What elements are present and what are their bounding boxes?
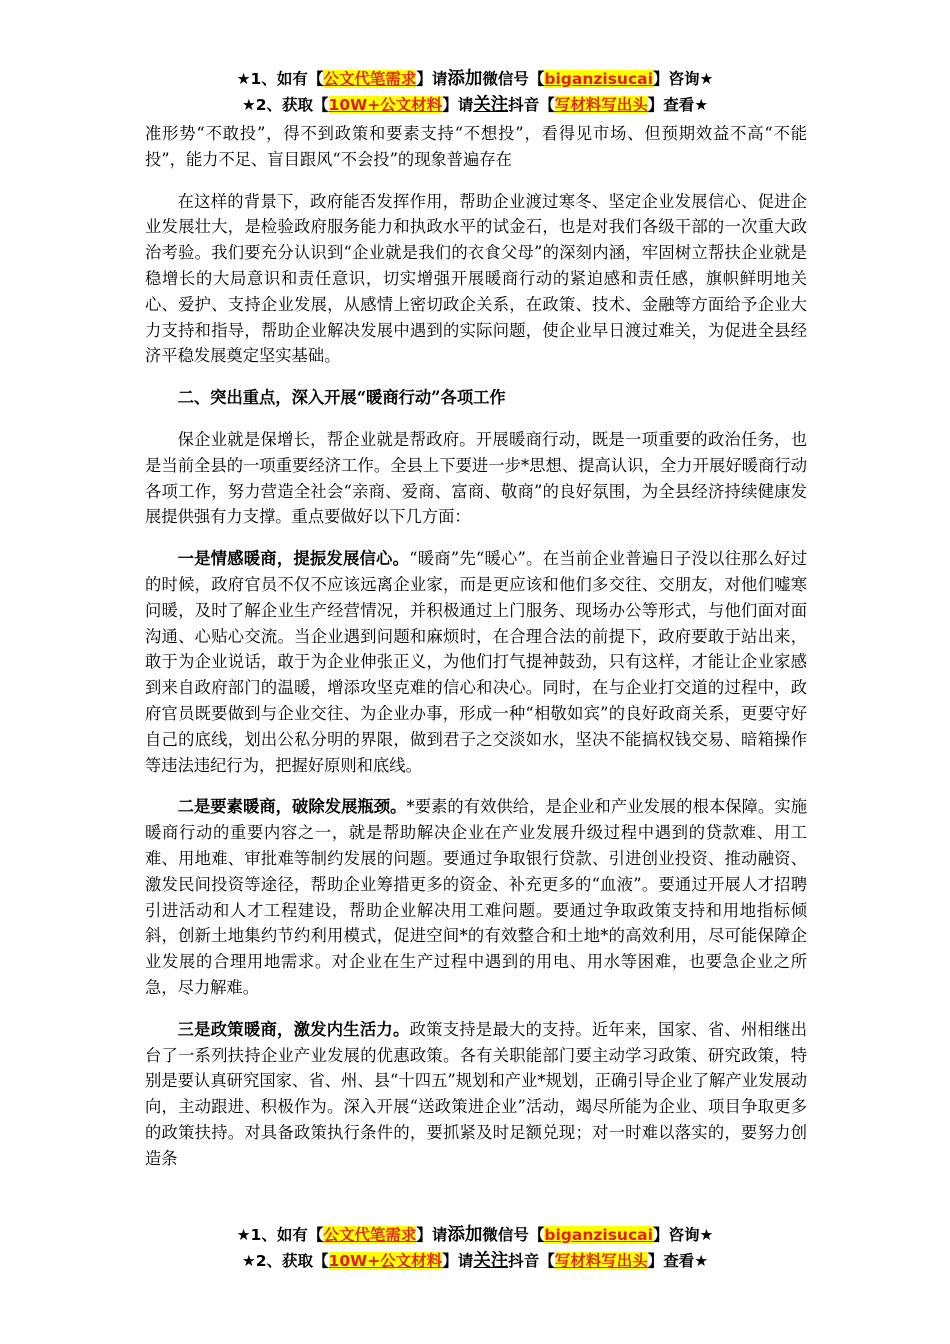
paragraph-lead: 三是政策暖商，激发内生活力。 — [177, 1019, 410, 1039]
ad-text: 】查看★ — [647, 96, 709, 114]
ad-text: 】咨询★ — [652, 70, 714, 88]
section-heading: 二、突出重点，深入开展“暖商行动”各项工作 — [177, 388, 506, 408]
ad-text: ★1、如有【 — [236, 1226, 324, 1244]
ad-text: 】请 — [416, 70, 448, 88]
paragraph-text: “暖商”先“暖心”。在当前企业普遍日子没以往那么好过的时候，政府官员不仅不应该远离企业家，而是更应该和他们多交往、交朋友，对他们嘘寒问暖，及时了解企业生产经营情况，并积极通过上门服务、现场办公等形式，与他们面对面沟通、心贴心交流。当企业遇到问题和麻烦时，在合理合法的前提下，政府要敢于站出来，敢于为企业说话，敢于为企业伸张正义，为他们打气提神鼓劲，只有这样，才能让企业家感到来自政府部门的温暖，增添攻坚克难的信心和决心。同时，在与企业打交道的过程中，政府官员既要做到与企业交往、为企业办事，形成一种“相敬如宾”的良好政商关系，更要守好自己的底线，划出公私分明的界限，做到君子之交淡如水，坚决不能搞权钱交易、暗箱操作等违法违纪行为，把握好原则和底线。 — [145, 549, 807, 775]
ad-emphasis: 关注 — [473, 1251, 509, 1271]
paragraph-policy-support — [145, 1017, 807, 1172]
ad-text: ★2、获取【 — [241, 96, 329, 114]
ad-text: 抖音【 — [508, 96, 555, 114]
paragraph-lead: 一是情感暖商，提振发展信心。 — [177, 549, 410, 569]
header-ad-line-1 — [0, 67, 950, 91]
ad-text: 】查看★ — [647, 1252, 709, 1270]
footer-ad-line-2 — [0, 1249, 950, 1273]
ad-highlight-service: 公文代笔需求 — [323, 1226, 417, 1244]
ad-highlight-douyin-account: 写材料写出头 — [554, 96, 648, 114]
paragraph-intro: 保企业就是保增长，帮企业就是帮政府。开展暖商行动，既是一项重要的政治任务，也是当前全县的一项重要经济工作。全县上下要进一步*思想、提高认识，全力开展好暖商行动各项工作，努力营造全社会“亲商、爱商、富商、敬商”的良好氛围，为全县经济持续健康发展提供强有力支撑。重点要做好以下几方面： — [145, 429, 807, 527]
ad-text: 】请 — [442, 96, 474, 114]
ad-highlight-wechat-id: biganzisucai — [544, 1226, 653, 1244]
paragraph-lead: 二是要素暖商，破除发展瓶颈。 — [177, 797, 407, 817]
ad-text: 】请 — [416, 1226, 448, 1244]
document-body — [145, 121, 807, 1171]
ad-text: ★2、获取【 — [241, 1252, 329, 1270]
paragraph-text: *要素的有效供给，是企业和产业发展的根本保障。实施暖商行动的重要内容之一，就是帮助解决企业在产业发展升级过程中遇到的贷款难、用工难、用地难、审批难等制约发展的问题。要通过争取银行贷款、引进创业投资、推动融资、激发民间投资等途径，帮助企业筹措更多的资金、补充更多的“血液”。要通过开展人才招聘引进活动和人才工程建设，帮助企业解决用工难问题。要通过争取政策支持和用地指标倾斜，创新土地集约节约利用模式，促进空间*的有效整合和土地*的高效利用，尽可能保障企业发展的合理用地需求。对企业在生产过程中遇到的用电、用水等困难，也要急企业之所急，尽力解难。 — [145, 797, 807, 997]
ad-text: ★1、如有【 — [236, 70, 324, 88]
paragraph-background: 在这样的背景下，政府能否发挥作用，帮助企业渡过寒冬、坚定企业发展信心、促进企业发展壮大，是检验政府服务能力和执政水平的试金石，也是对我们各级干部的一次重大政治考验。我们要充分认识到“企业就是我们的衣食父母”的深刻内涵，牢固树立帮扶企业就是稳增长的大局意识和责任意识，切实增强开展暖商行动的紧迫感和责任感，旗帜鲜明地关心、爱护、支持企业发展，从感情上密切政企关系，在政策、技术、金融等方面给予企业大力支持和指导，帮助企业解决发展中遇到的实际问题，使企业早日渡过难关，为促进全县经济平稳发展奠定坚实基础。 — [145, 191, 807, 366]
ad-highlight-materials: 10W+公文材料 — [328, 96, 443, 114]
ad-emphasis: 添加 — [447, 1225, 483, 1245]
ad-emphasis: 关注 — [473, 95, 509, 115]
ad-text: 抖音【 — [508, 1252, 555, 1270]
ad-text: 】咨询★ — [652, 1226, 714, 1244]
footer-ad-line-1 — [0, 1223, 950, 1247]
ad-highlight-wechat-id: biganzisucai — [544, 70, 653, 88]
paragraph-factor-support — [145, 794, 807, 1000]
ad-highlight-materials: 10W+公文材料 — [328, 1252, 443, 1270]
ad-text: 微信号【 — [482, 70, 545, 88]
ad-highlight-service: 公文代笔需求 — [323, 70, 417, 88]
paragraph-emotional-support — [145, 546, 807, 778]
header-ad-line-2 — [0, 93, 950, 117]
paragraph-text: 政策支持是最大的支持。近年来，国家、省、州相继出台了一系列扶持企业产业发展的优惠政策。各有关职能部门要主动学习政策、研究政策，特别是要认真研究国家、省、州、县“十四五”规划和产业*规划，正确引导企业了解产业发展动向，主动跟进、积极作为。深入开展“送政策进企业”活动，竭尽所能为企业、项目争取更多的政策扶持。对具备政策执行条件的，要抓紧及时足额兑现；对一时难以落实的，要努力创造条 — [145, 1019, 807, 1168]
paragraph-continued: 准形势“不敢投”，得不到政策和要素支持“不想投”，看得见市场、但预期效益不高“不能投”，能力不足、盲目跟风“不会投”的现象普遍存在 — [145, 124, 807, 169]
ad-highlight-douyin-account: 写材料写出头 — [554, 1252, 648, 1270]
ad-text: 】请 — [442, 1252, 474, 1270]
ad-text: 微信号【 — [482, 1226, 545, 1244]
ad-emphasis: 添加 — [447, 69, 483, 89]
